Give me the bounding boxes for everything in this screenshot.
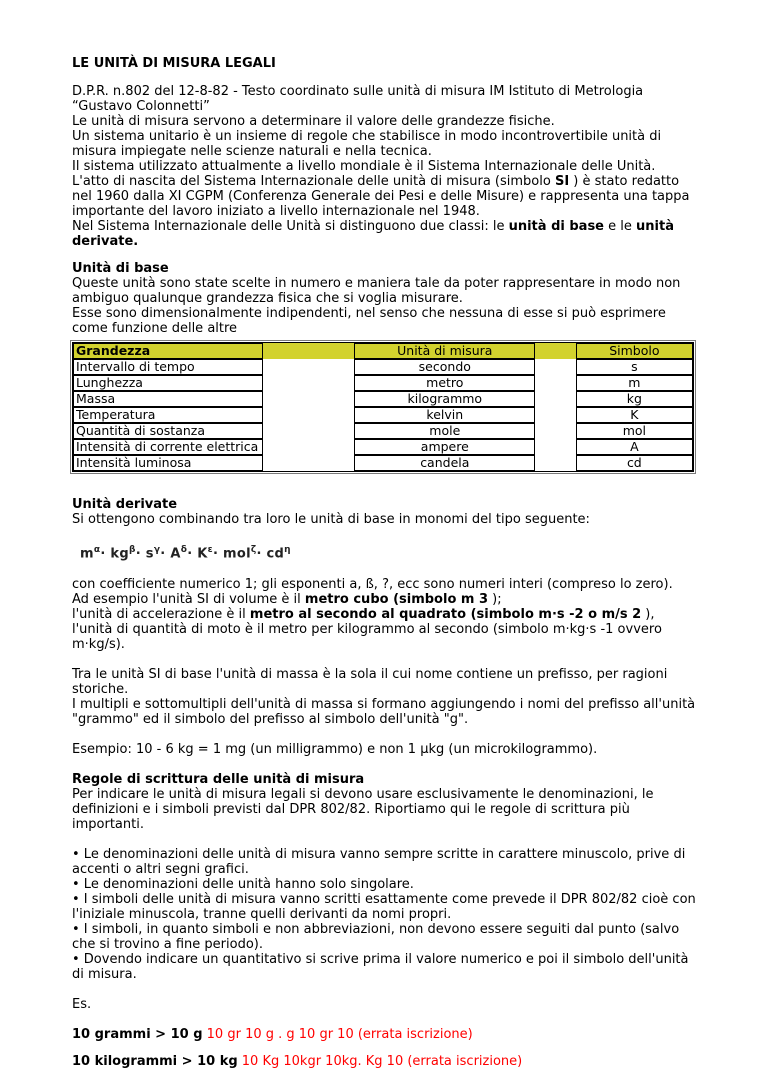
table-cell: s bbox=[576, 359, 693, 375]
example-row: 10 grammi > 10 g 10 gr 10 g . g 10 gr 10 (errata iscrizione) bbox=[72, 1027, 473, 1042]
paragraph: Queste unità sono state scelte in numero e maniera tale da poter rappresentare in modo non ambiguo qualunque grandezza fisica che si voglia misurare. bbox=[72, 276, 681, 306]
example-line: Esempio: 10 - 6 kg = 1 mg (un milligrammo) e non 1 µkg (un microkilogrammo). bbox=[72, 742, 598, 757]
rule-bullet: • I simboli delle unità di misura vanno scritti esattamente come prevede il DPR 802/82 cioè con l'iniziale minuscola, tranne quelli derivanti da nomi propri. bbox=[72, 892, 696, 922]
paragraph: I multipli e sottomultipli dell'unità di massa si formano aggiungendo i nomi del prefisso all'unità "grammo" ed il simbolo del prefisso al simbolo dell'unità "g". bbox=[72, 697, 696, 727]
table-header-row bbox=[73, 343, 693, 359]
table-row bbox=[73, 423, 693, 439]
page-title: LE UNITÀ DI MISURA LEGALI bbox=[72, 56, 276, 71]
paragraph: l'unità di quantità di moto è il metro per kilogrammo al secondo (simbolo m·kg·s -1 ovvero m·kg/s). bbox=[72, 622, 662, 652]
base-units-section bbox=[72, 261, 702, 336]
table-row bbox=[73, 359, 693, 375]
paragraph: Per indicare le unità di misura legali si devono usare esclusivamente le denominazioni, le definizioni e i simboli previsti dal DPR 802/82. Riportiamo qui le regole di scrittura più importanti. bbox=[72, 787, 654, 832]
table-cell: candela bbox=[354, 455, 535, 471]
intro-section bbox=[72, 84, 702, 249]
paragraph: Esse sono dimensionalmente indipendenti, nel senso che nessuna di esse si può esprimere come funzione delle altre bbox=[72, 306, 666, 336]
column-header: Unità di misura bbox=[354, 343, 535, 359]
paragraph: Tra le unità SI di base l'unità di massa è la sola il cui nome contiene un prefisso, per ragioni storiche. bbox=[72, 667, 668, 697]
table-row bbox=[73, 407, 693, 423]
table-cell: secondo bbox=[354, 359, 535, 375]
table-cell: m bbox=[576, 375, 693, 391]
table-row bbox=[73, 439, 693, 455]
table-cell: kelvin bbox=[354, 407, 535, 423]
monomial-formula: $m^\alpha\cdot kg^\beta\cdot s^\gamma\cdot A^\delta\cdot K^\varepsilon\cdot mol^\zeta\cdot cd^\eta$ bbox=[80, 545, 291, 562]
intro-si-line: L'atto di nascita del Sistema Internazionale delle unità di misura (simbolo SI ) è stato redatto nel 1960 dalla XI CGPM (Conferenza Generale dei Pesi e delle Misure) e rappresenta una tappa importante del lavoro iniziato a livello internazionale nel 1948. bbox=[72, 174, 690, 219]
paragraph: l'unità di accelerazione è il metro al secondo al quadrato (simbolo m·s -2 o m/s 2 ), bbox=[72, 607, 655, 622]
section-title: Regole di scrittura delle unità di misura bbox=[72, 772, 365, 787]
prefix-section bbox=[72, 667, 702, 727]
intro-line: Un sistema unitario è un insieme di regole che stabilisce in modo incontrovertibile unità di misura impiegate nelle scienze naturali e nella tecnica. bbox=[72, 129, 662, 159]
section-title: Unità di base bbox=[72, 261, 169, 276]
writing-rules-section bbox=[72, 772, 702, 982]
rule-bullet: • I simboli, in quanto simboli e non abbreviazioni, non devono essere seguiti dal punto (salvo che si trovino a fine periodo). bbox=[72, 922, 680, 952]
table-cell: cd bbox=[576, 455, 693, 471]
table-cell: Massa bbox=[73, 391, 263, 407]
section-title: Unità derivate bbox=[72, 497, 178, 512]
table-cell: kilogrammo bbox=[354, 391, 535, 407]
rule-bullet: • Dovendo indicare un quantitativo si scrive prima il valore numerico e poi il simbolo dell'unità di misura. bbox=[72, 952, 689, 982]
table-cell: ampere bbox=[354, 439, 535, 455]
paragraph: Ad esempio l'unità SI di volume è il metro cubo (simbolo m 3 ); bbox=[72, 592, 502, 607]
intro-line: D.P.R. n.802 del 12-8-82 - Testo coordinato sulle unità di misura IM Istituto di Metrologia “Gustavo Colonnetti” bbox=[72, 84, 644, 114]
intro-line: Le unità di misura servono a determinare il valore delle grandezze fisiche. bbox=[72, 114, 555, 129]
table-cell: Intervallo di tempo bbox=[73, 359, 263, 375]
intro-line: Il sistema utilizzato attualmente a livello mondiale è il Sistema Internazionale delle Unità. bbox=[72, 159, 656, 174]
table-cell: Lunghezza bbox=[73, 375, 263, 391]
base-units-table bbox=[72, 342, 694, 472]
document-body bbox=[72, 56, 702, 1069]
table-cell: metro bbox=[354, 375, 535, 391]
table-cell: mol bbox=[576, 423, 693, 439]
table-cell: Intensità luminosa bbox=[73, 455, 263, 471]
table-cell: A bbox=[576, 439, 693, 455]
intro-classes-line: Nel Sistema Internazionale delle Unità si distinguono due classi: le unità di base e le unità derivate. bbox=[72, 219, 674, 249]
example-row: 10 kilogrammi > 10 kg 10 Kg 10kgr 10kg. Kg 10 (errata iscrizione) bbox=[72, 1054, 523, 1069]
table-cell: Temperatura bbox=[73, 407, 263, 423]
table-cell: Quantità di sostanza bbox=[73, 423, 263, 439]
table-cell: Intensità di corrente elettrica bbox=[73, 439, 263, 455]
table-row bbox=[73, 455, 693, 471]
table-cell: K bbox=[576, 407, 693, 423]
rule-bullet: • Le denominazioni delle unità di misura vanno sempre scritte in carattere minuscolo, prive di accenti o altri segni grafici. bbox=[72, 847, 686, 877]
table-row bbox=[73, 375, 693, 391]
column-header: Grandezza bbox=[73, 343, 263, 359]
rule-bullet: • Le denominazioni delle unità hanno solo singolare. bbox=[72, 877, 414, 892]
paragraph: con coefficiente numerico 1; gli esponenti a, ß, ?, ecc sono numeri interi (compreso lo zero). bbox=[72, 577, 673, 592]
column-header: Simbolo bbox=[576, 343, 693, 359]
table-cell: kg bbox=[576, 391, 693, 407]
table-cell: mole bbox=[354, 423, 535, 439]
es-label: Es. bbox=[72, 997, 92, 1012]
paragraph: Si ottengono combinando tra loro le unità di base in monomi del tipo seguente: bbox=[72, 512, 590, 527]
derived-units-section bbox=[72, 497, 702, 652]
table-row bbox=[73, 391, 693, 407]
